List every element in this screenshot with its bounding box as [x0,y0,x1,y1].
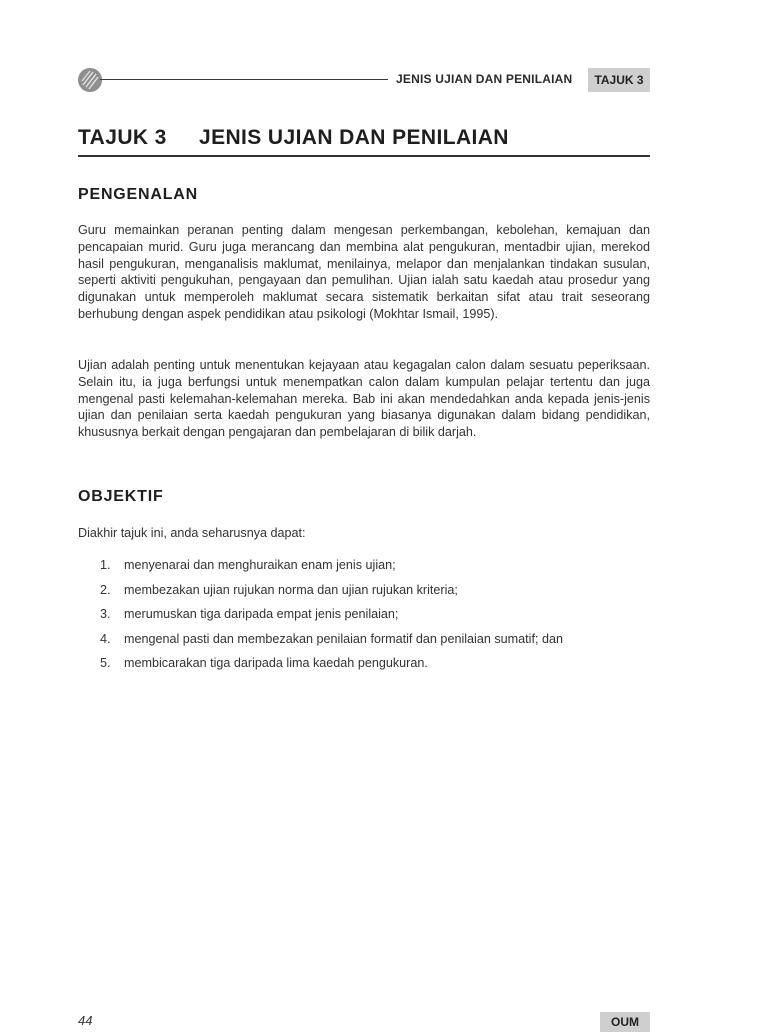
chapter-title-rule [78,155,650,157]
objective-item [78,582,650,607]
objective-number: 3. [100,607,111,621]
objectives-list [78,557,650,680]
page-number: 44 [78,1013,93,1028]
chapter-number: TAJUK 3 [78,126,167,149]
objective-number: 4. [100,631,111,646]
header-rule [100,79,388,80]
introduction-heading: PENGENALAN [78,186,199,203]
chapter-title-text: JENIS UJIAN DAN PENILAIAN [199,126,509,149]
objective-text: menyenarai dan menghuraikan enam jenis ujian; [124,558,396,572]
objectives-heading: OBJEKTIF [78,488,164,505]
introduction-paragraph-2: Ujian adalah penting untuk menentukan kejayaan atau kegagalan calon dalam sesuatu peperiksaan. Selain itu, ia juga berfungsi untuk menempatkan calon dalam kumpulan pelajar tertentu dan juga mengenal pasti kelemahan-kelemahan mereka. Bab ini akan mendedahkan anda kepada jenis-jenis ujian dan penilaian serta kaedah pengukuran yang biasanya digunakan dalam bidang pendidikan, khususnya berkait dengan pengajaran dan pembelajaran di bilik darjah. [78,358,650,440]
objective-text: merumuskan tiga daripada empat jenis penilaian; [124,607,399,621]
oum-globe-logo-icon [78,68,102,92]
objective-text: membicarakan tiga daripada lima kaedah pengukuran. [124,656,428,670]
objective-item [78,606,650,631]
objective-item [78,655,650,680]
objectives-intro: Diakhir tajuk ini, anda seharusnya dapat: [78,526,306,540]
objective-text: mengenal pasti dan membezakan penilaian formatif dan penilaian sumatif; dan [124,631,563,646]
running-header [78,68,650,92]
introduction-paragraph-1: Guru memainkan peranan penting dalam mengesan perkembangan, kebolehan, kemajuan dan pencapaian murid. Guru juga merancang dan membina alat pengukuran, mentadbir ujian, merekod hasil pengukuran, menganalisis maklumat, menilainya, melapor dan menjalankan tindakan susulan, seperti aktiviti pengukuhan, pengayaan dan pemulihan. Ujian ialah satu kaedah atau prosedur yang digunakan untuk memperoleh maklumat secara sistematik berkaitan sifat atau trait seseorang berhubung dengan aspek pendidikan atau psikologi (Mokhtar Ismail, 1995). [78,223,650,321]
objective-number: 1. [100,558,111,572]
running-title: JENIS UJIAN DAN PENILAIAN [396,72,573,86]
objective-item [78,631,650,656]
objective-text: membezakan ujian rujukan norma dan ujian rujukan kriteria; [124,582,458,597]
objective-item [78,557,650,582]
objective-number: 5. [100,656,111,670]
objective-number: 2. [100,582,111,597]
topic-badge: TAJUK 3 [588,68,650,92]
chapter-title [78,126,650,150]
oum-brand-badge: OUM [600,1012,650,1032]
